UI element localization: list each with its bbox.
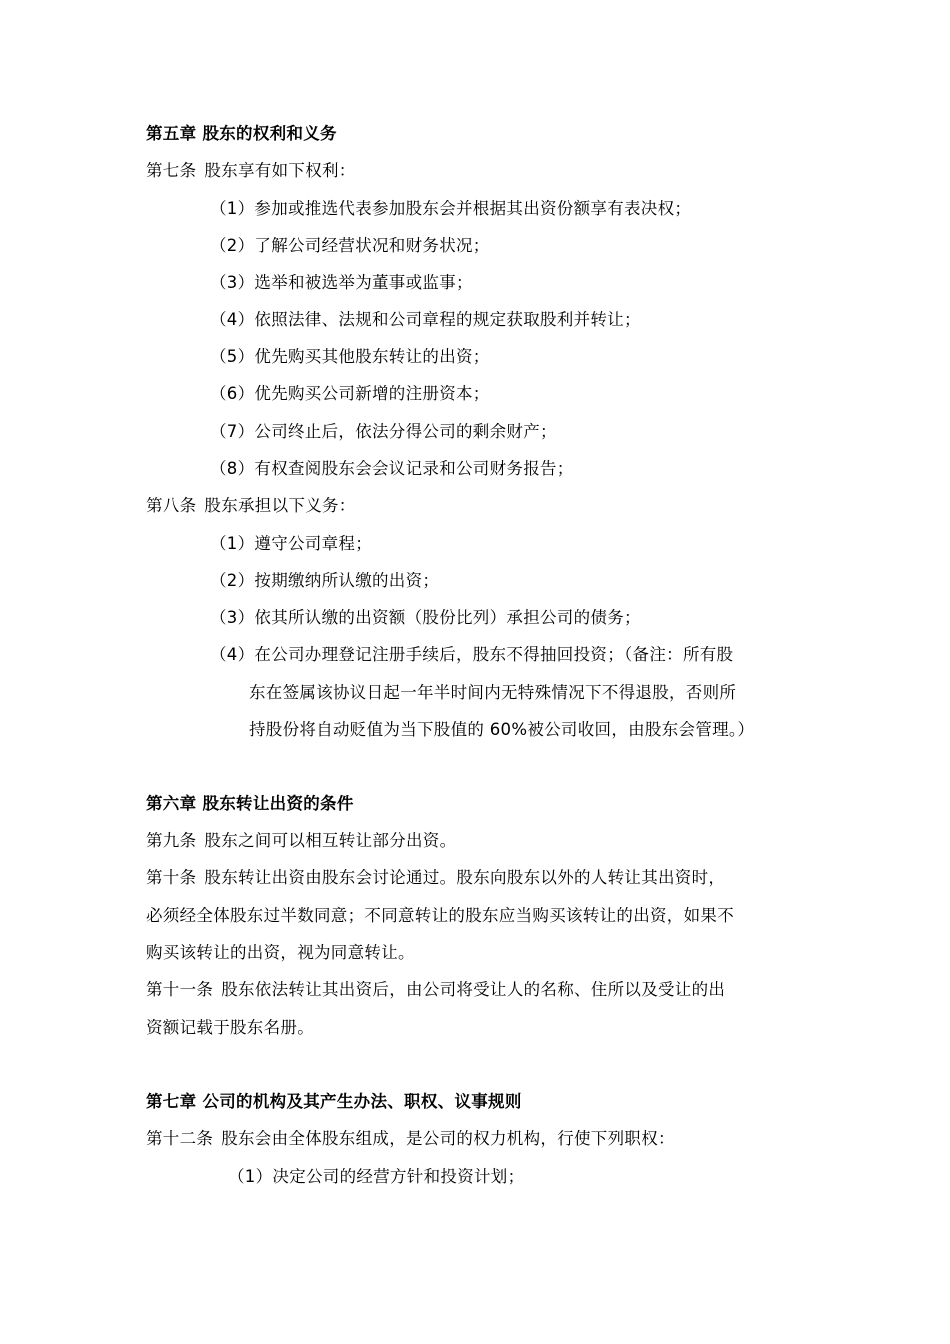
chapter-heading: 第五章 股东的权利和义务 xyxy=(146,124,337,143)
list-item: （1）参加或推选代表参加股东会并根据其出资份额享有表决权； xyxy=(210,199,692,218)
article-text: 股东转让出资由股东会讨论通过。股东向股东以外的人转让其出资时， xyxy=(204,868,726,887)
article-text: 股东会由全体股东组成，是公司的权力机构，行使下列职权： xyxy=(221,1129,675,1148)
article-label: 第十条 xyxy=(146,868,197,887)
article-label: 第八条 xyxy=(146,496,197,515)
article-label: 第九条 xyxy=(146,831,197,850)
list-item-continuation: 持股份将自动贬值为当下股值的 60%被公司收回，由股东会管理。） xyxy=(249,720,755,739)
list-item: （6）优先购买公司新增的注册资本； xyxy=(210,384,490,403)
article-9 xyxy=(146,829,456,853)
chapter-heading: 第六章 股东转让出资的条件 xyxy=(146,794,354,813)
article-label: 第十二条 xyxy=(146,1129,214,1148)
list-item: （2）了解公司经营状况和财务状况； xyxy=(210,236,490,255)
list-item: （3）依其所认缴的出资额（股份比列）承担公司的债务； xyxy=(210,608,641,627)
article-text: 股东之间可以相互转让部分出资。 xyxy=(204,831,457,850)
article-7 xyxy=(146,159,356,183)
list-item: （4）在公司办理登记注册手续后，股东不得抽回投资；（备注：所有股 xyxy=(210,645,734,664)
list-item-continuation: 东在签属该协议日起一年半时间内无特殊情况下不得退股，否则所 xyxy=(249,683,737,702)
article-label: 第七条 xyxy=(146,161,197,180)
list-item: （8）有权查阅股东会会议记录和公司财务报告； xyxy=(210,459,574,478)
article-text-continuation: 资额记载于股东名册。 xyxy=(146,1018,314,1037)
article-8 xyxy=(146,494,356,518)
list-item: （7）公司终止后，依法分得公司的剩余财产； xyxy=(210,422,557,441)
article-text: 股东享有如下权利： xyxy=(204,161,356,180)
article-12 xyxy=(146,1127,675,1151)
list-item: （3）选举和被选举为董事或监事； xyxy=(210,273,473,292)
list-item: （1）遵守公司章程； xyxy=(210,534,372,553)
list-item: （1）决定公司的经营方针和投资计划； xyxy=(228,1167,525,1186)
list-item: （2）按期缴纳所认缴的出资； xyxy=(210,571,440,590)
list-item: （5）优先购买其他股东转让的出资； xyxy=(210,347,490,366)
chapter-heading: 第七章 公司的机构及其产生办法、职权、议事规则 xyxy=(146,1092,522,1111)
article-text: 股东承担以下义务： xyxy=(204,496,356,515)
article-10 xyxy=(146,866,725,890)
article-text-continuation: 必须经全体股东过半数同意；不同意转让的股东应当购买该转让的出资，如果不 xyxy=(146,906,734,925)
article-text-continuation: 购买该转让的出资，视为同意转让。 xyxy=(146,943,415,962)
list-item: （4）依照法律、法规和公司章程的规定获取股利并转让； xyxy=(210,310,641,329)
article-text: 股东依法转让其出资后，由公司将受让人的名称、住所以及受让的出 xyxy=(221,980,726,999)
article-11 xyxy=(146,978,725,1002)
article-label: 第十一条 xyxy=(146,980,214,999)
